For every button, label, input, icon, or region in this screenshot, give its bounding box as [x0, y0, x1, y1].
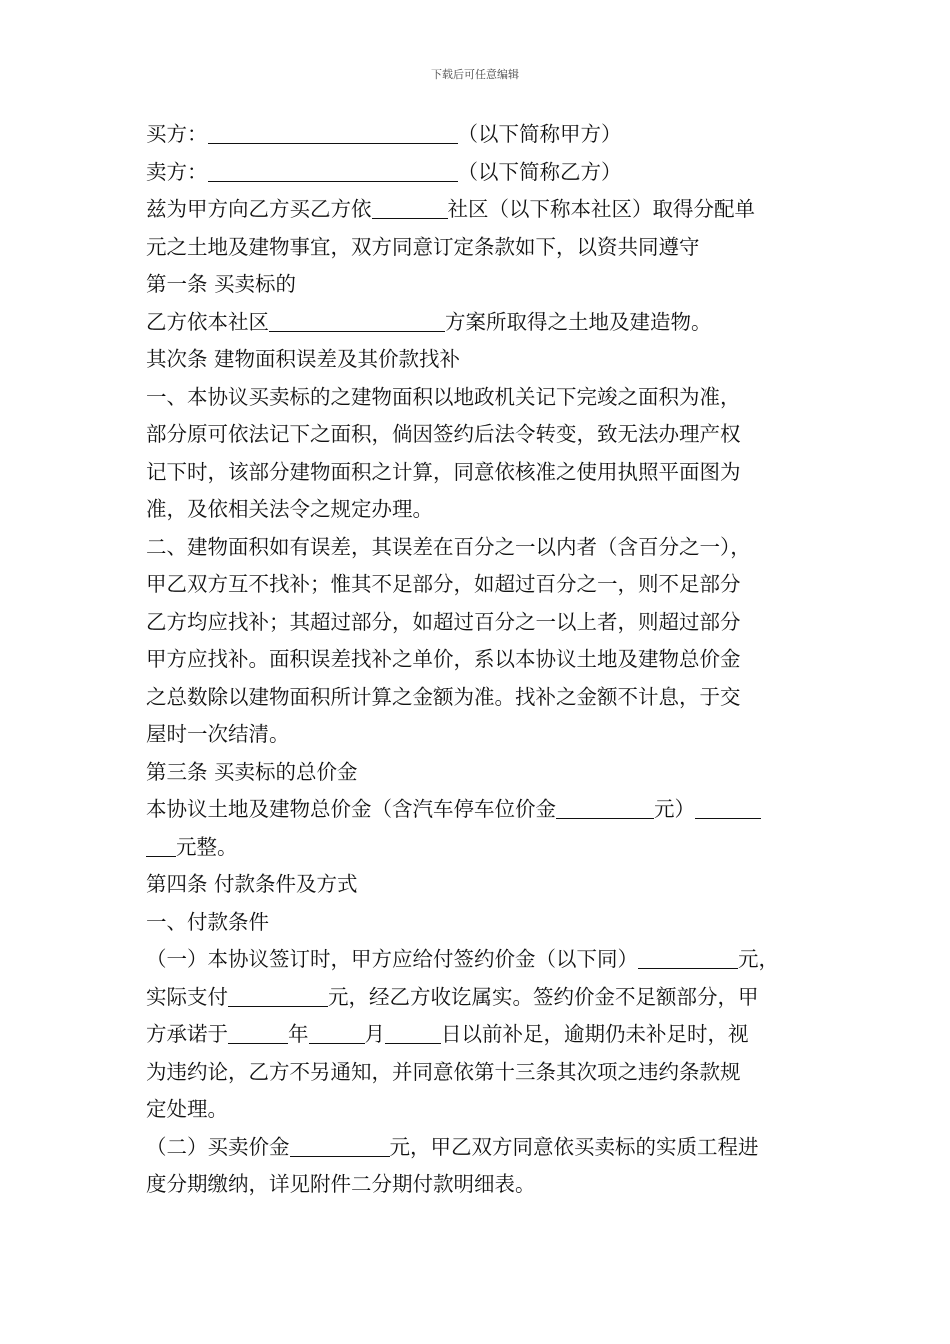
text-run: 方案所取得之土地及建造物。 — [445, 309, 712, 334]
text-line: 一、本协议买卖标的之建物面积以地政机关记下完竣之面积为准， — [146, 384, 741, 409]
text-run: 元整。 — [176, 834, 238, 859]
text-line: 度分期缴纳，详见附件二分期付款明细表。 — [146, 1172, 536, 1196]
text-run: 年 — [288, 1022, 309, 1046]
text-line: 二、建物面积如有误差，其误差在百分之一以内者（含百分之一）， — [146, 534, 751, 559]
buyer-name-blank[interactable] — [208, 119, 458, 144]
community-blank[interactable] — [372, 194, 448, 219]
actual-paid-blank[interactable] — [228, 982, 328, 1007]
text-run: （以下简称甲方） — [457, 122, 622, 146]
text-line: 定处理。 — [146, 1097, 228, 1121]
day-blank[interactable] — [385, 1019, 441, 1044]
text-run: （以下简称乙方） — [457, 159, 622, 184]
text-line: 屋时一次结清。 — [146, 722, 290, 746]
text-run: 元，甲乙双方同意依买卖标的实质工程进 — [389, 1134, 759, 1159]
text-line: 之总数除以建物面积所计算之金额为准。找补之金额不计息，于交 — [146, 684, 741, 709]
text-line — [146, 304, 816, 342]
text-line: 记下时，该部分建物面积之计算，同意依核准之使用执照平面图为 — [146, 459, 741, 484]
text-line — [146, 191, 816, 229]
text-run: 元） — [654, 797, 695, 821]
text-run: 兹为甲方向乙方买乙方依 — [146, 197, 372, 221]
year-blank[interactable] — [228, 1019, 288, 1044]
article-heading: 第四条 付款条件及方式 — [146, 872, 358, 896]
buyer-line — [146, 116, 816, 154]
month-blank[interactable] — [309, 1019, 365, 1044]
text-run: 乙方依本社区 — [146, 309, 269, 334]
text-run: （二）买卖价金 — [146, 1134, 290, 1159]
text-run: 本协议土地及建物总价金（含汽车停车位价金 — [146, 797, 556, 821]
text-run: 方承诺于 — [146, 1022, 228, 1046]
text-line — [146, 829, 816, 867]
parking-price-blank[interactable] — [556, 794, 654, 819]
text-line: 部分原可依法记下之面积，倘因签约后法令转变，致无法办理产权 — [146, 422, 741, 446]
seller-name-blank[interactable] — [208, 157, 458, 182]
text-line — [146, 941, 816, 979]
text-run: 实际支付 — [146, 984, 228, 1009]
text-line: 甲方应找补。面积误差找补之单价，系以本协议土地及建物总价金 — [146, 647, 741, 671]
sale-price-blank[interactable] — [290, 1132, 390, 1157]
page-header-note: 下载后可任意编辑 — [431, 68, 519, 81]
text-line — [146, 979, 816, 1017]
text-run: 元， — [738, 947, 779, 971]
text-run: 社区（以下称本社区）取得分配单 — [447, 197, 755, 221]
plan-blank[interactable] — [269, 307, 445, 332]
text-line: 甲乙双方互不找补；惟其不足部分，如超过百分之一，则不足部分 — [146, 572, 741, 596]
text-line — [146, 1016, 816, 1054]
text-line — [146, 791, 816, 829]
text-run: 月 — [364, 1022, 385, 1046]
text-run: 卖方： — [146, 159, 208, 184]
text-run: 日以前补足，逾期仍未补足时，视 — [441, 1022, 749, 1046]
total-price-blank-cont[interactable] — [146, 832, 176, 857]
text-run: 元，经乙方收讫属实。签约价金不足额部分，甲 — [328, 984, 759, 1009]
text-run: （一）本协议签订时，甲方应给付签约价金（以下同） — [146, 947, 638, 971]
text-run: 买方： — [146, 122, 208, 146]
seller-line — [146, 154, 816, 192]
section-heading: 一、付款条件 — [146, 909, 269, 934]
article-heading: 其次条 建物面积误差及其价款找补 — [146, 347, 461, 371]
article-heading: 第一条 买卖标的 — [146, 272, 297, 296]
text-line: 为违约论，乙方不另通知，并同意依第十三条其次项之违约条款规 — [146, 1059, 741, 1084]
text-line: 元之土地及建物事宜，双方同意订定条款如下，以资共同遵守 — [146, 234, 700, 259]
text-line: 乙方均应找补；其超过部分，如超过百分之一以上者，则超过部分 — [146, 609, 741, 634]
deposit-blank[interactable] — [638, 944, 738, 969]
text-line: 准，及依相关法令之规定办理。 — [146, 497, 433, 521]
text-line — [146, 1129, 816, 1167]
contract-body — [146, 116, 816, 1204]
total-price-blank[interactable] — [695, 794, 761, 819]
article-heading: 第三条 买卖标的总价金 — [146, 759, 358, 784]
